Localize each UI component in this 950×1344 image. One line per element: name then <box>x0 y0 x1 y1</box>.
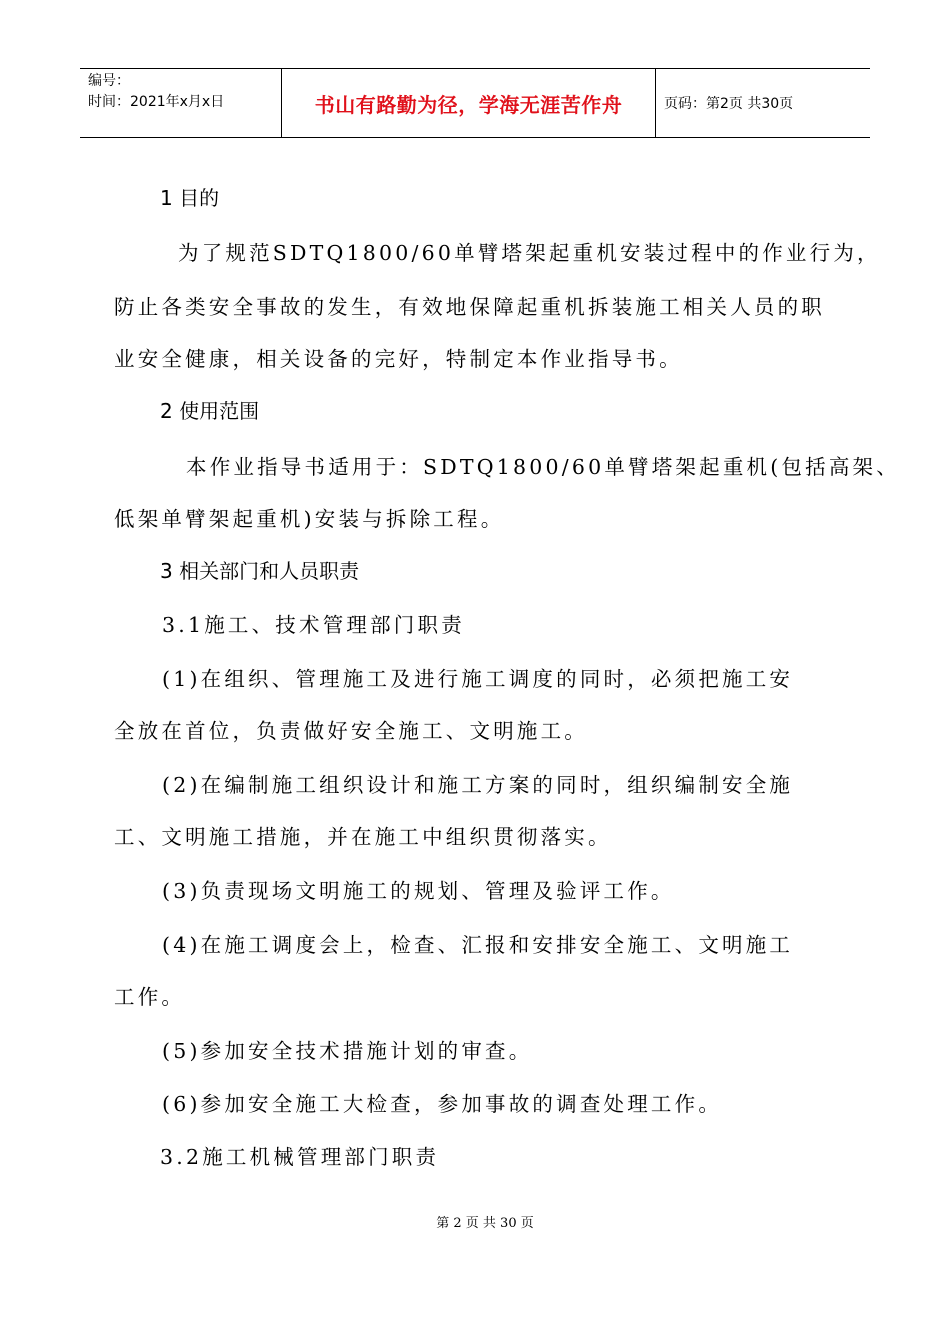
paragraph-line: 工作。 <box>114 985 186 1009</box>
subsection-heading: 3.1施工、技术管理部门职责 <box>162 613 465 637</box>
paragraph-line: 防止各类安全事故的发生，有效地保障起重机拆装施工相关人员的职 <box>114 295 825 319</box>
paragraph-line: (2)在编制施工组织设计和施工方案的同时，组织编制安全施 <box>162 773 794 797</box>
section-heading-scope: 2 使用范围 <box>160 399 260 423</box>
header-meta <box>80 69 282 137</box>
paragraph-line: (3)负责现场文明施工的规划、管理及验评工作。 <box>162 879 675 903</box>
paragraph-line: 本作业指导书适用于：SDTQ1800/60单臂塔架起重机(包括高架、 <box>186 455 900 479</box>
header-motto: 书山有路勤为径，学海无涯苦作舟 <box>282 69 656 137</box>
header-time: 时间：2021年x月x日 <box>88 94 225 110</box>
page-header <box>80 68 870 138</box>
header-page-info: 页码：第2页 共30页 <box>664 96 794 112</box>
subsection-heading: 3.2施工机械管理部门职责 <box>160 1145 440 1169</box>
page-footer <box>0 1212 950 1231</box>
paragraph-line: 低架单臂架起重机)安装与拆除工程。 <box>114 507 505 531</box>
section-heading-purpose: 1 目的 <box>160 186 220 210</box>
footer-page-number: 第 2 页 共 30 页 <box>436 1216 534 1231</box>
section-heading-duties: 3 相关部门和人员职责 <box>160 559 360 583</box>
paragraph-line: 全放在首位，负责做好安全施工、文明施工。 <box>114 719 588 743</box>
paragraph-line: (6)参加安全施工大检查，参加事故的调查处理工作。 <box>162 1092 723 1116</box>
paragraph-line: 业安全健康，相关设备的完好，特制定本作业指导书。 <box>114 347 683 371</box>
header-number: 编号： <box>88 73 130 89</box>
paragraph-line: (4)在施工调度会上，检查、汇报和安排安全施工、文明施工 <box>162 933 794 957</box>
paragraph-line: (1)在组织、管理施工及进行施工调度的同时，必须把施工安 <box>162 667 794 691</box>
paragraph-line: 工、文明施工措施，并在施工中组织贯彻落实。 <box>114 825 612 849</box>
paragraph-line: (5)参加安全技术措施计划的审查。 <box>162 1039 533 1063</box>
paragraph-line: 为了规范SDTQ1800/60单臂塔架起重机安装过程中的作业行为， <box>178 241 881 265</box>
